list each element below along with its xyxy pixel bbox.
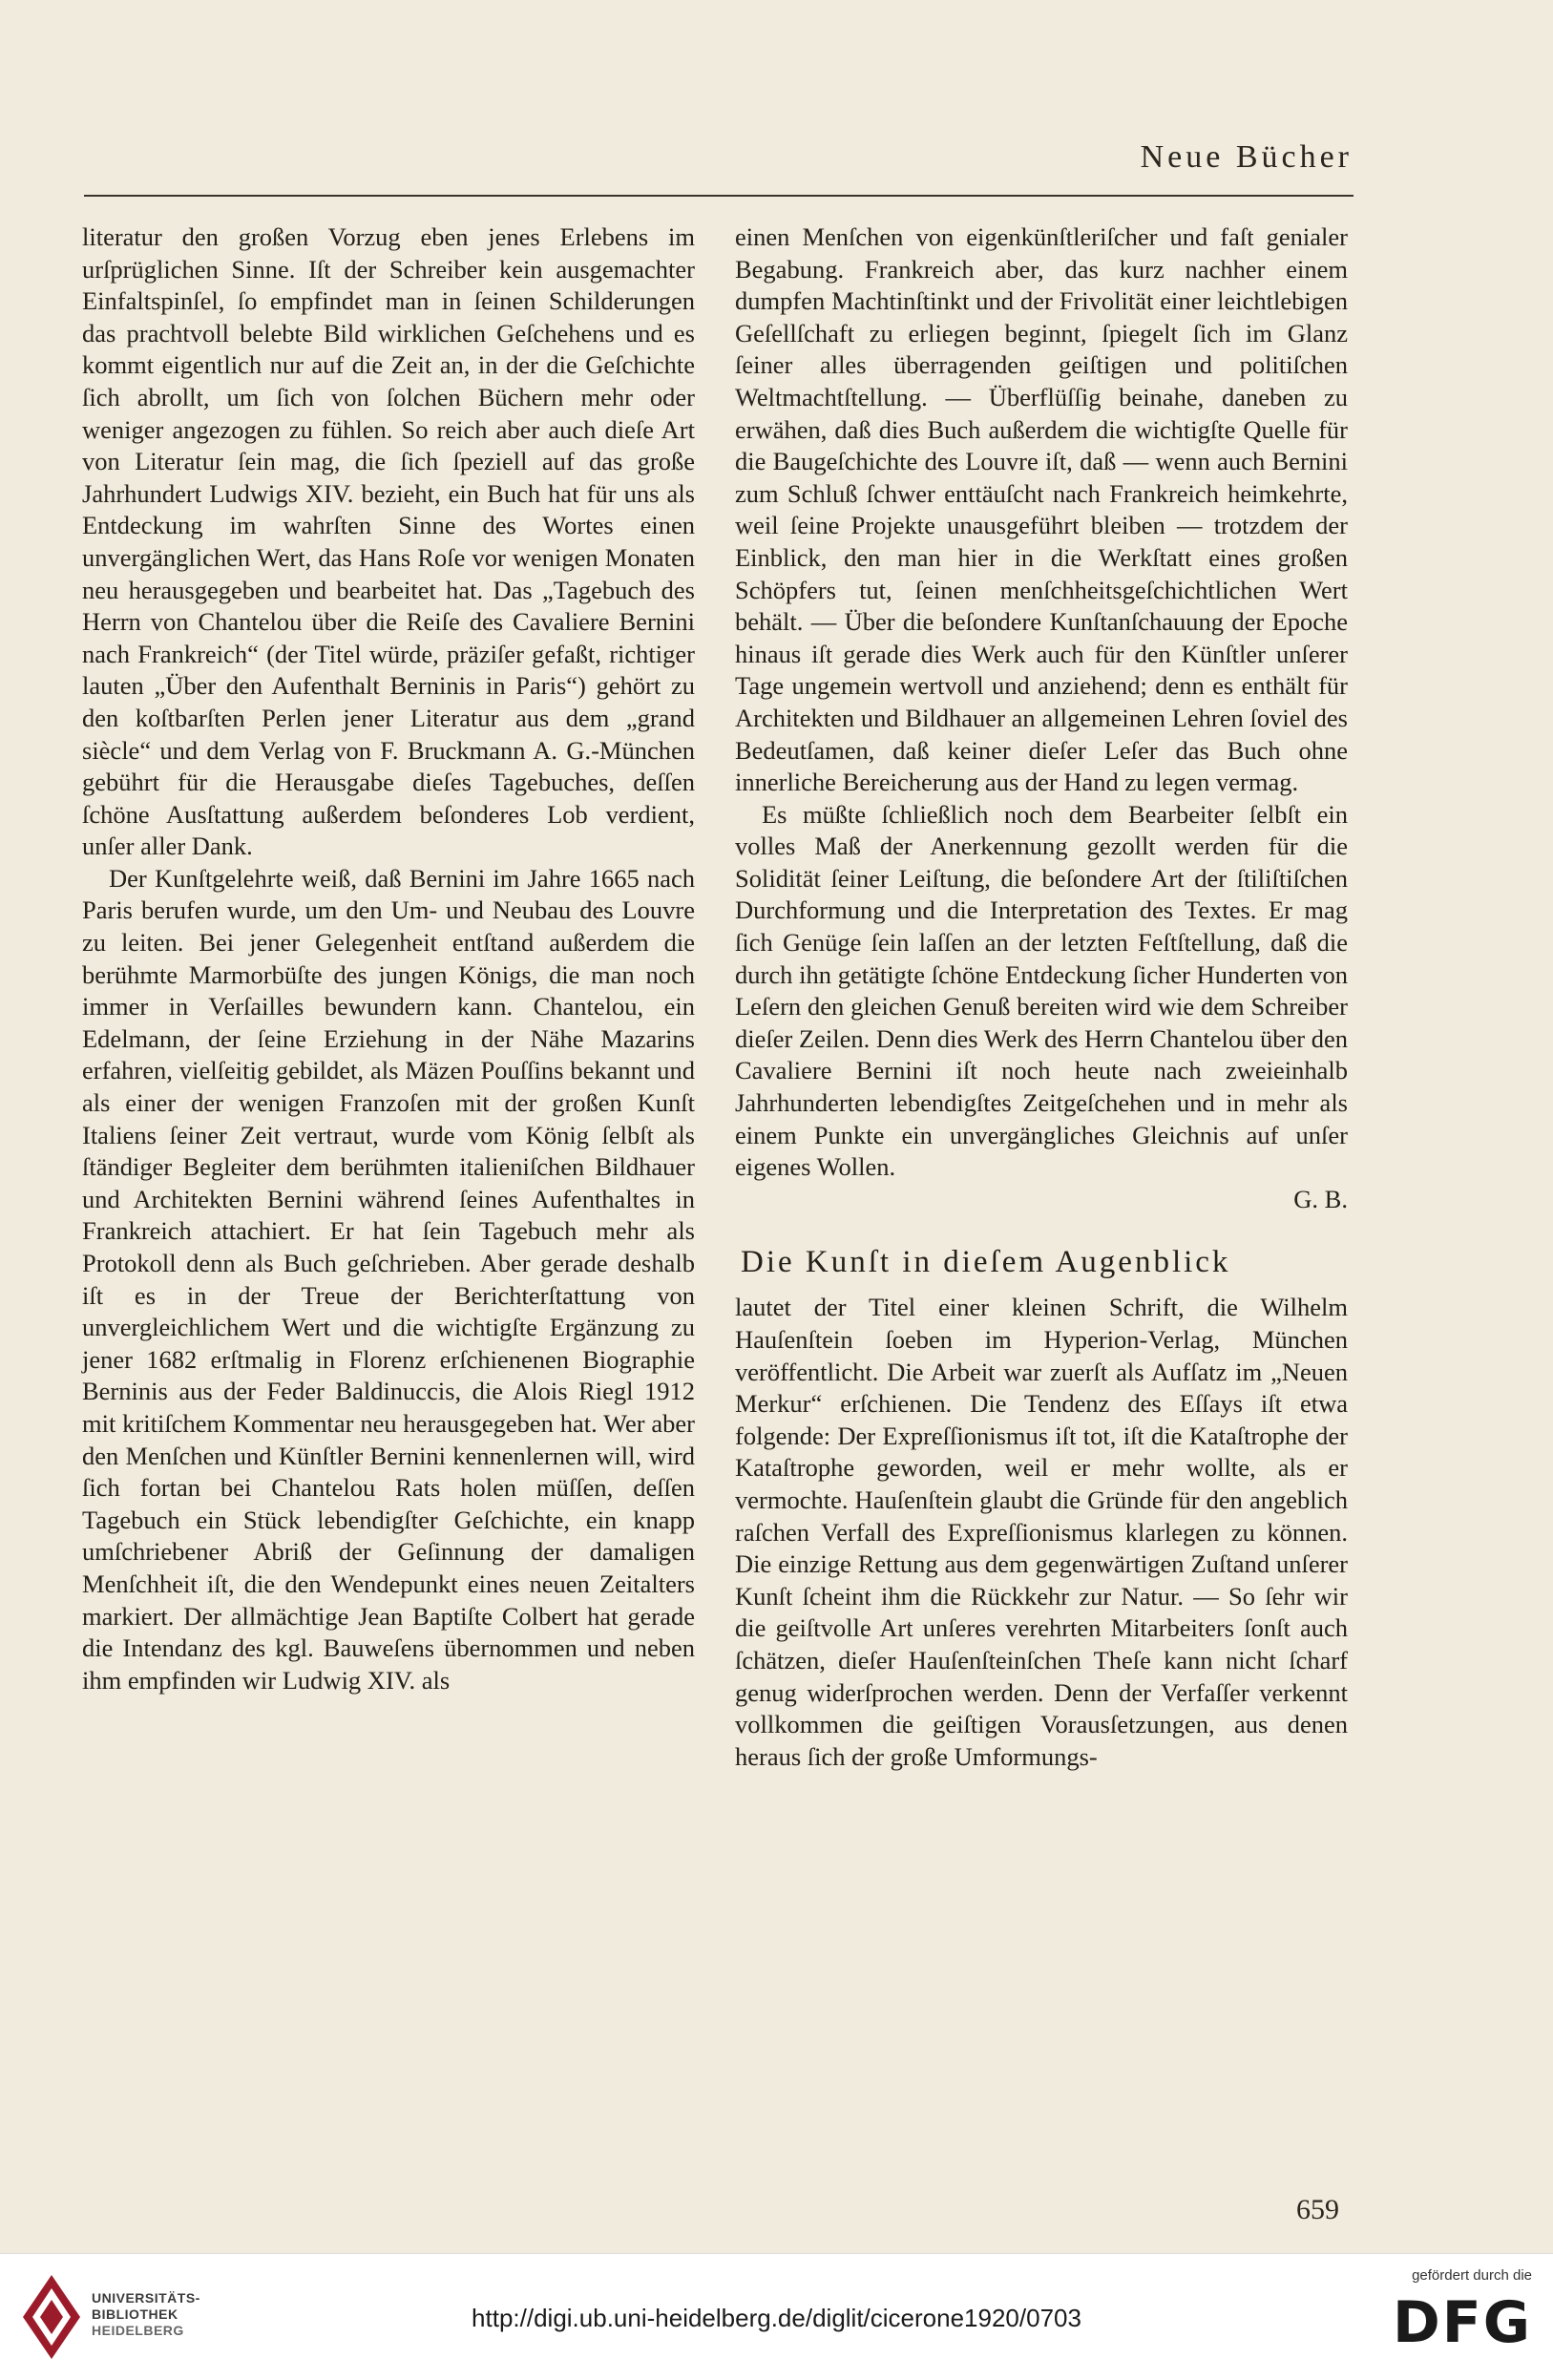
dfg-caption: gefördert durch die xyxy=(1412,2267,1532,2284)
left-column xyxy=(82,221,695,1696)
left-paragraph-1: literatur den großen Vorzug eben jenes Erlebens im urſprüglichen Sinne. Iſt der Schreiber kein ausgemachter Einfaltspinſel, ſo empfindet man in ſeinen Schilderungen das prachtvoll belebte Bild wirklichen Geſchehens und es kommt eigentlich nur auf die Zeit an, in der die Geſchichte ſich abrollt, um ſich von ſolchen Büchern mehr oder weniger angezogen zu fühlen. So reich aber auch dieſe Art von Literatur ſein mag, die ſich ſpeziell auf das große Jahrhundert Ludwigs XIV. bezieht, ein Buch hat für uns als Entdeckung im wahrſten Sinne des Wortes einen unvergänglichen Wert, das Hans Roſe vor wenigen Monaten neu herausgegeben und bearbeitet hat. Das „Tagebuch des Herrn von Chantelou über die Reiſe des Cavaliere Bernini nach Frankreich“ (der Titel würde, präziſer gefaßt, richtiger lauten „Über den Aufenthalt Berninis in Paris“) gehört zu den koſtbarſten Perlen jener Literatur aus dem „grand siècle“ und dem Verlag von F. Bruckmann A. G.-München gebührt für die Herausgabe dieſes Tagebuches, deſſen ſchöne Ausſtattung außerdem beſonderes Lob verdient, unſer aller Dank. xyxy=(82,222,695,861)
right-paragraph-2: Es müßte ſchließlich noch dem Bearbeiter ſelbſt ein volles Maß der Anerkennung gezollt werden für die Solidität ſeiner Leiſtung, die beſondere Art der ſtiliſtiſchen Durchformung und die Interpretation des Textes. Er mag ſich Genüge ſein laſſen an der letzten Feſtſtellung, daß die durch ihn getätigte ſchöne Entdeckung ſicher Hunderten von Leſern den gleichen Genuß bereiten wird wie dem Schreiber dieſer Zeilen. Denn dies Werk des Herrn Chantelou über den Cavaliere Bernini iſt noch heute nach zweieinhalb Jahrhunderten lebendigſtes Zeitgeſchehen und in mehr als einem Punkte ein unvergängliches Gleichnis auf unſer eigenes Wollen. xyxy=(735,799,1348,1182)
library-line-2: BIBLIOTHEK xyxy=(92,2306,178,2322)
author-signature: G. B. xyxy=(1293,1184,1348,1213)
library-line-3: HEIDELBERG xyxy=(92,2323,184,2338)
right-paragraph-1: einen Menſchen von eigenkünſtleriſcher und faſt genialer Begabung. Frankreich aber, das kurz nachher einem dumpfen Machtinſtinkt und der Frivolität einer leichtlebigen Geſellſchaft zu erliegen beginnt, ſpiegelt ſich im Glanz ſeiner alles überragenden geiſtigen und politiſchen Weltmachtſtellung. — Überflüſſig beinahe, daneben zu erwähen, daß dies Buch außerdem die wichtigſte Quelle für die Baugeſchichte des Louvre iſt, daß — wenn auch Bernini zum Schluß ſchwer enttäuſcht nach Frankreich heimkehrte, weil ſeine Projekte unausgeführt bleiben — trotzdem der Einblick, den man hier in die Werkſtatt eines großen Schöpfers tut, ſeinen menſchheitsgeſchichtlichen Wert behält. — Über die beſondere Kunſtanſchauung der Epoche hinaus iſt gerade dies Werk auch für den Künſtler unſerer Tage ungemein wertvoll und anziehend; denn es enthält für Architekten und Bildhauer an allgemeinen Lehren ſoviel des Bedeutſamen, daß keiner dieſer Leſer das Buch ohne innerliche Bereicherung aus der Hand zu legen vermag. xyxy=(735,222,1348,797)
dfg-logo: DFG xyxy=(1392,2289,1532,2356)
source-url-link[interactable]: http://digi.ub.uni-heidelberg.de/diglit/cicerone1920/0703 xyxy=(472,2304,1081,2332)
footer-bar xyxy=(0,2253,1553,2380)
header-rule xyxy=(84,195,1354,197)
right-column xyxy=(735,221,1348,1773)
section-heading: Die Kunſt in dieſem Augenblick xyxy=(741,1245,1231,1280)
left-paragraph-2: Der Kunſtgelehrte weiß, daß Bernini im Jahre 1665 nach Paris berufen wurde, um den Um- und Neubau des Louvre zu leiten. Bei jener Gelegenheit entſtand außerdem die berühmte Marmorbüſte des jungen Königs, die man noch immer in Verſailles bewundern kann. Chantelou, ein Edelmann, der ſeine Erziehung in der Nähe Mazarins erfahren, vielſeitig gebildet, als Mäzen Pouſſins bekannt und als einer der wenigen Franzoſen mit der großen Kunſt Italiens ſeiner Zeit vertraut, wurde vom König ſelbſt als ſtändiger Begleiter dem berühmten italieniſchen Bildhauer und Architekten Bernini während ſeines Aufenthaltes in Frankreich attachiert. Er hat ſein Tagebuch mehr als Protokoll denn als Buch geſchrieben. Aber gerade deshalb iſt es in der Treue der Berichterſtattung von unvergleichlichem Wert und die wichtigſte Ergänzung zu jener 1682 erſtmalig in Florenz erſchienenen Biographie Berninis aus der Feder Baldinuccis, die Alois Riegl 1912 mit kritiſchem Kommentar neu herausgegeben hat. Wer aber den Menſchen und Künſtler Bernini kennenlernen will, wird ſich fortan bei Chantelou Rats holen müſſen, deſſen Tagebuch ein Stück lebendigſter Geſchichte, ein knapp umſchriebener Abriß der Geſinnung der damaligen Menſchheit iſt, die den Wendepunkt eines neuen Zeitalters markiert. Der allmächtige Jean Baptiſte Colbert hat gerade die Intendanz des kgl. Bauweſens übernommen und neben ihm empfinden wir Ludwig XIV. als xyxy=(82,863,695,1695)
right-paragraph-3: lautet der Titel einer kleinen Schrift, die Wilhelm Hauſenſtein ſoeben im Hyperion-Verlag, München veröffentlicht. Die Arbeit war zuerſt als Aufſatz im „Neuen Merkur“ erſchienen. Die Tendenz des Eſſays iſt etwa folgende: Der Expreſſionismus iſt tot, iſt die Kataſtrophe der Kataſtrophe geworden, weil er mehr wollte, als er vermochte. Hauſenſtein glaubt die Gründe für den angeblich raſchen Verfall des Expreſſionismus klarlegen zu können. Die einzige Rettung aus dem gegenwärtigen Zuſtand unſerer Kunſt ſcheint ihm die Rückkehr zur Natur. — So ſehr wir die geiſtvolle Art unſeres verehrten Mitarbeiters ſonſt auch ſchätzen, dieſer Hauſenſteinſchen Theſe kann nicht ſcharf genug widerſprochen werden. Denn der Verfaſſer verkennt vollkommen die geiſtigen Vorausſetzungen, aus denen heraus ſich der große Umformungs- xyxy=(735,1293,1348,1771)
page-number: 659 xyxy=(1296,2194,1339,2225)
running-head: Neue Bücher xyxy=(1140,139,1353,175)
library-line-1: UNIVERSITÄTS- xyxy=(92,2290,200,2306)
